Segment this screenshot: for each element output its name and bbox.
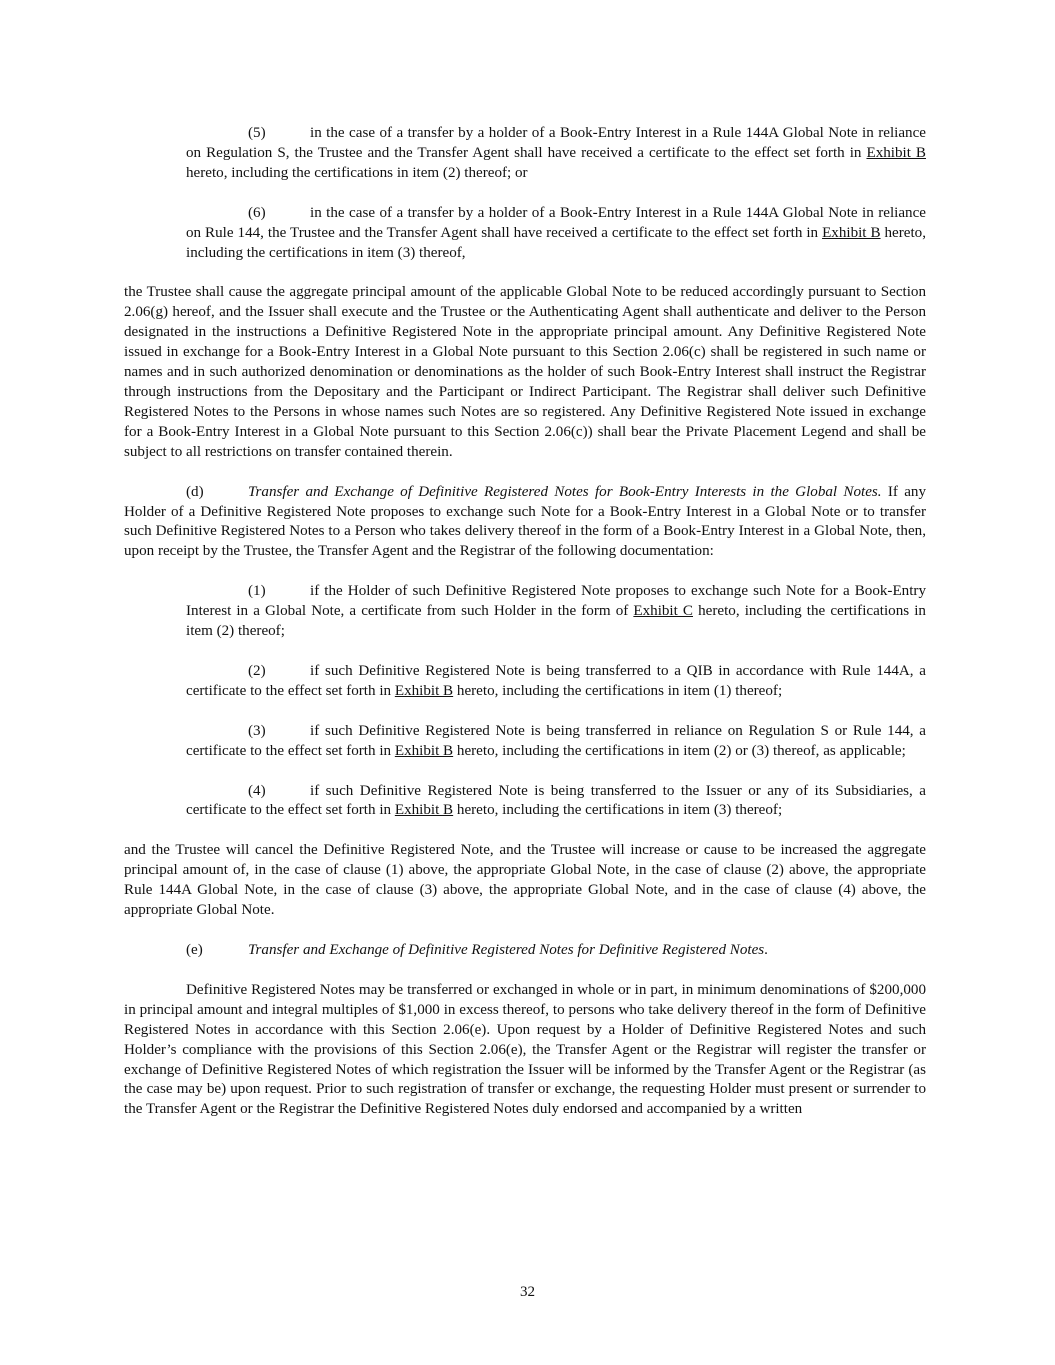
- section-e: (e) Transfer and Exchange of Definitive Registered Notes for Definitive Registered Notes.: [124, 941, 926, 961]
- section-d: (d) Transfer and Exchange of Definitive Registered Notes for Book-Entry Interests in the Global Notes. If any Holder of a Definitive Registered Note proposes to exchange such Note for a Book-Entry Interest in a Global Note or to transfer such Definitive Registered Notes to a Person who takes delivery thereof in the form of a Book-Entry Interest in a Global Note, then, upon receipt by the Trustee, the Transfer Agent and the Registrar of the following documentation:: [124, 483, 926, 560]
- item-4: (4) if such Definitive Registered Note is being transferred to the Issuer or any of its Subsidiaries, a certificate to the effect set forth in Exhibit B hereto, including the certifications in item (3) thereof;: [186, 782, 926, 819]
- exhibit-link: Exhibit B: [822, 224, 881, 241]
- exhibit-link: Exhibit B: [394, 802, 454, 819]
- item-number: (4): [248, 782, 266, 799]
- item-number: (6): [248, 204, 266, 221]
- exhibit-link: Exhibit C: [633, 603, 693, 620]
- item-5: (5) in the case of a transfer by a holder of a Book-Entry Interest in a Rule 144A Global Note in reliance on Regulation S, the Trustee and the Transfer Agent shall have received a certificate to the effect set forth in Exhibit B hereto, including the certifications in item (2) thereof; or: [186, 125, 926, 181]
- paragraph-final: Definitive Registered Notes may be transferred or exchanged in whole or in part, in minimum denominations of $200,000 in principal amount and integral multiples of $1,000 in excess thereof, to persons who take delivery thereof in the form of Definitive Registered Notes in accordance with this Section 2.06(e). Upon request by a Holder of Definitive Registered Notes and such Holder’s compliance with the provisions of this Section 2.06(e), the Transfer Agent or the Registrar will register the transfer or exchange of Definitive Registered Notes of which registration the Issuer will be informed by the Transfer Agent or the Registrar (as the case may be) upon request. Prior to such registration of transfer or exchange, the requesting Holder must present or surrender to the Transfer Agent or the Registrar the Definitive Registered Notes duly endorsed and accompanied by a written: [124, 981, 926, 1118]
- paragraph-cancel: and the Trustee will cancel the Definitive Registered Note, and the Trustee will increase or cause to be increased the aggregate principal amount of, in the case of clause (1) above, the appropriate Global Note, in the case of clause (2) above, the appropriate Rule 144A Global Note, in the case of clause (3) above, the appropriate Global Note, and in the case of clause (4) above, the appropriate Global Note.: [124, 842, 926, 919]
- item-1: (1) if the Holder of such Definitive Registered Note proposes to exchange such Note for a Book-Entry Interest in a Global Note, a certificate from such Holder in the form of Exhibit C hereto, including the certifications in item (2) thereof;: [186, 583, 926, 640]
- section-number: (e): [186, 942, 203, 958]
- exhibit-link: Exhibit B: [394, 682, 454, 699]
- section-heading: Transfer and Exchange of Definitive Registered Notes for Definitive Registered Notes: [248, 942, 765, 958]
- item-number: (5): [248, 125, 266, 141]
- paragraph-trustee: the Trustee shall cause the aggregate principal amount of the applicable Global Note to be reduced accordingly pursuant to Section 2.06(g) hereof, and the Issuer shall execute and the Trustee or the Authenticating Agent shall authenticate and deliver to the Person designated in the instructions a Definitive Registered Note in the appropriate principal amount. Any Definitive Registered Note issued in exchange for a Book-Entry Interest in a Global Note pursuant to this Section 2.06(c) shall be registered in such name or names and in such authorized denomination or denominations as the holder of such Book-Entry Interest shall instruct the Registrar through instructions from the Depositary and the Participant or Indirect Participant. The Registrar shall deliver such Definitive Registered Notes to the Persons in whose names such Notes are so registered. Any Definitive Registered Note issued in exchange for a Book-Entry Interest in a Global Note pursuant to this Section 2.06(c)) shall bear the Private Placement Legend and shall be subject to all restrictions on transfer contained therein.: [124, 284, 926, 460]
- item-3: (3) if such Definitive Registered Note is being transferred in reliance on Regulation S or Rule 144, a certificate to the effect set forth in Exhibit B hereto, including the certifications in item (2) or (3) thereof, as applicable;: [186, 722, 926, 759]
- item-number: (1): [248, 583, 266, 600]
- section-heading: Transfer and Exchange of Definitive Registered Notes for Book-Entry Interests in the Global Notes.: [248, 483, 882, 500]
- item-number: (2): [248, 662, 266, 679]
- page-number: 32: [519, 1284, 536, 1300]
- section-number: (d): [186, 483, 204, 500]
- exhibit-link: Exhibit B: [394, 742, 454, 759]
- item-6: (6) in the case of a transfer by a holder of a Book-Entry Interest in a Rule 144A Global Note in reliance on Rule 144, the Trustee and the Transfer Agent shall have received a certificate to the effect set forth in Exhibit B hereto, including the certifications in item (3) thereof,: [186, 204, 926, 261]
- item-number: (3): [248, 722, 266, 739]
- exhibit-link: Exhibit B: [866, 144, 926, 161]
- document-page: [124, 124, 926, 1120]
- item-2: (2) if such Definitive Registered Note is being transferred to a QIB in accordance with Rule 144A, a certificate to the effect set forth in Exhibit B hereto, including the certifications in item (1) thereof;: [186, 662, 926, 699]
